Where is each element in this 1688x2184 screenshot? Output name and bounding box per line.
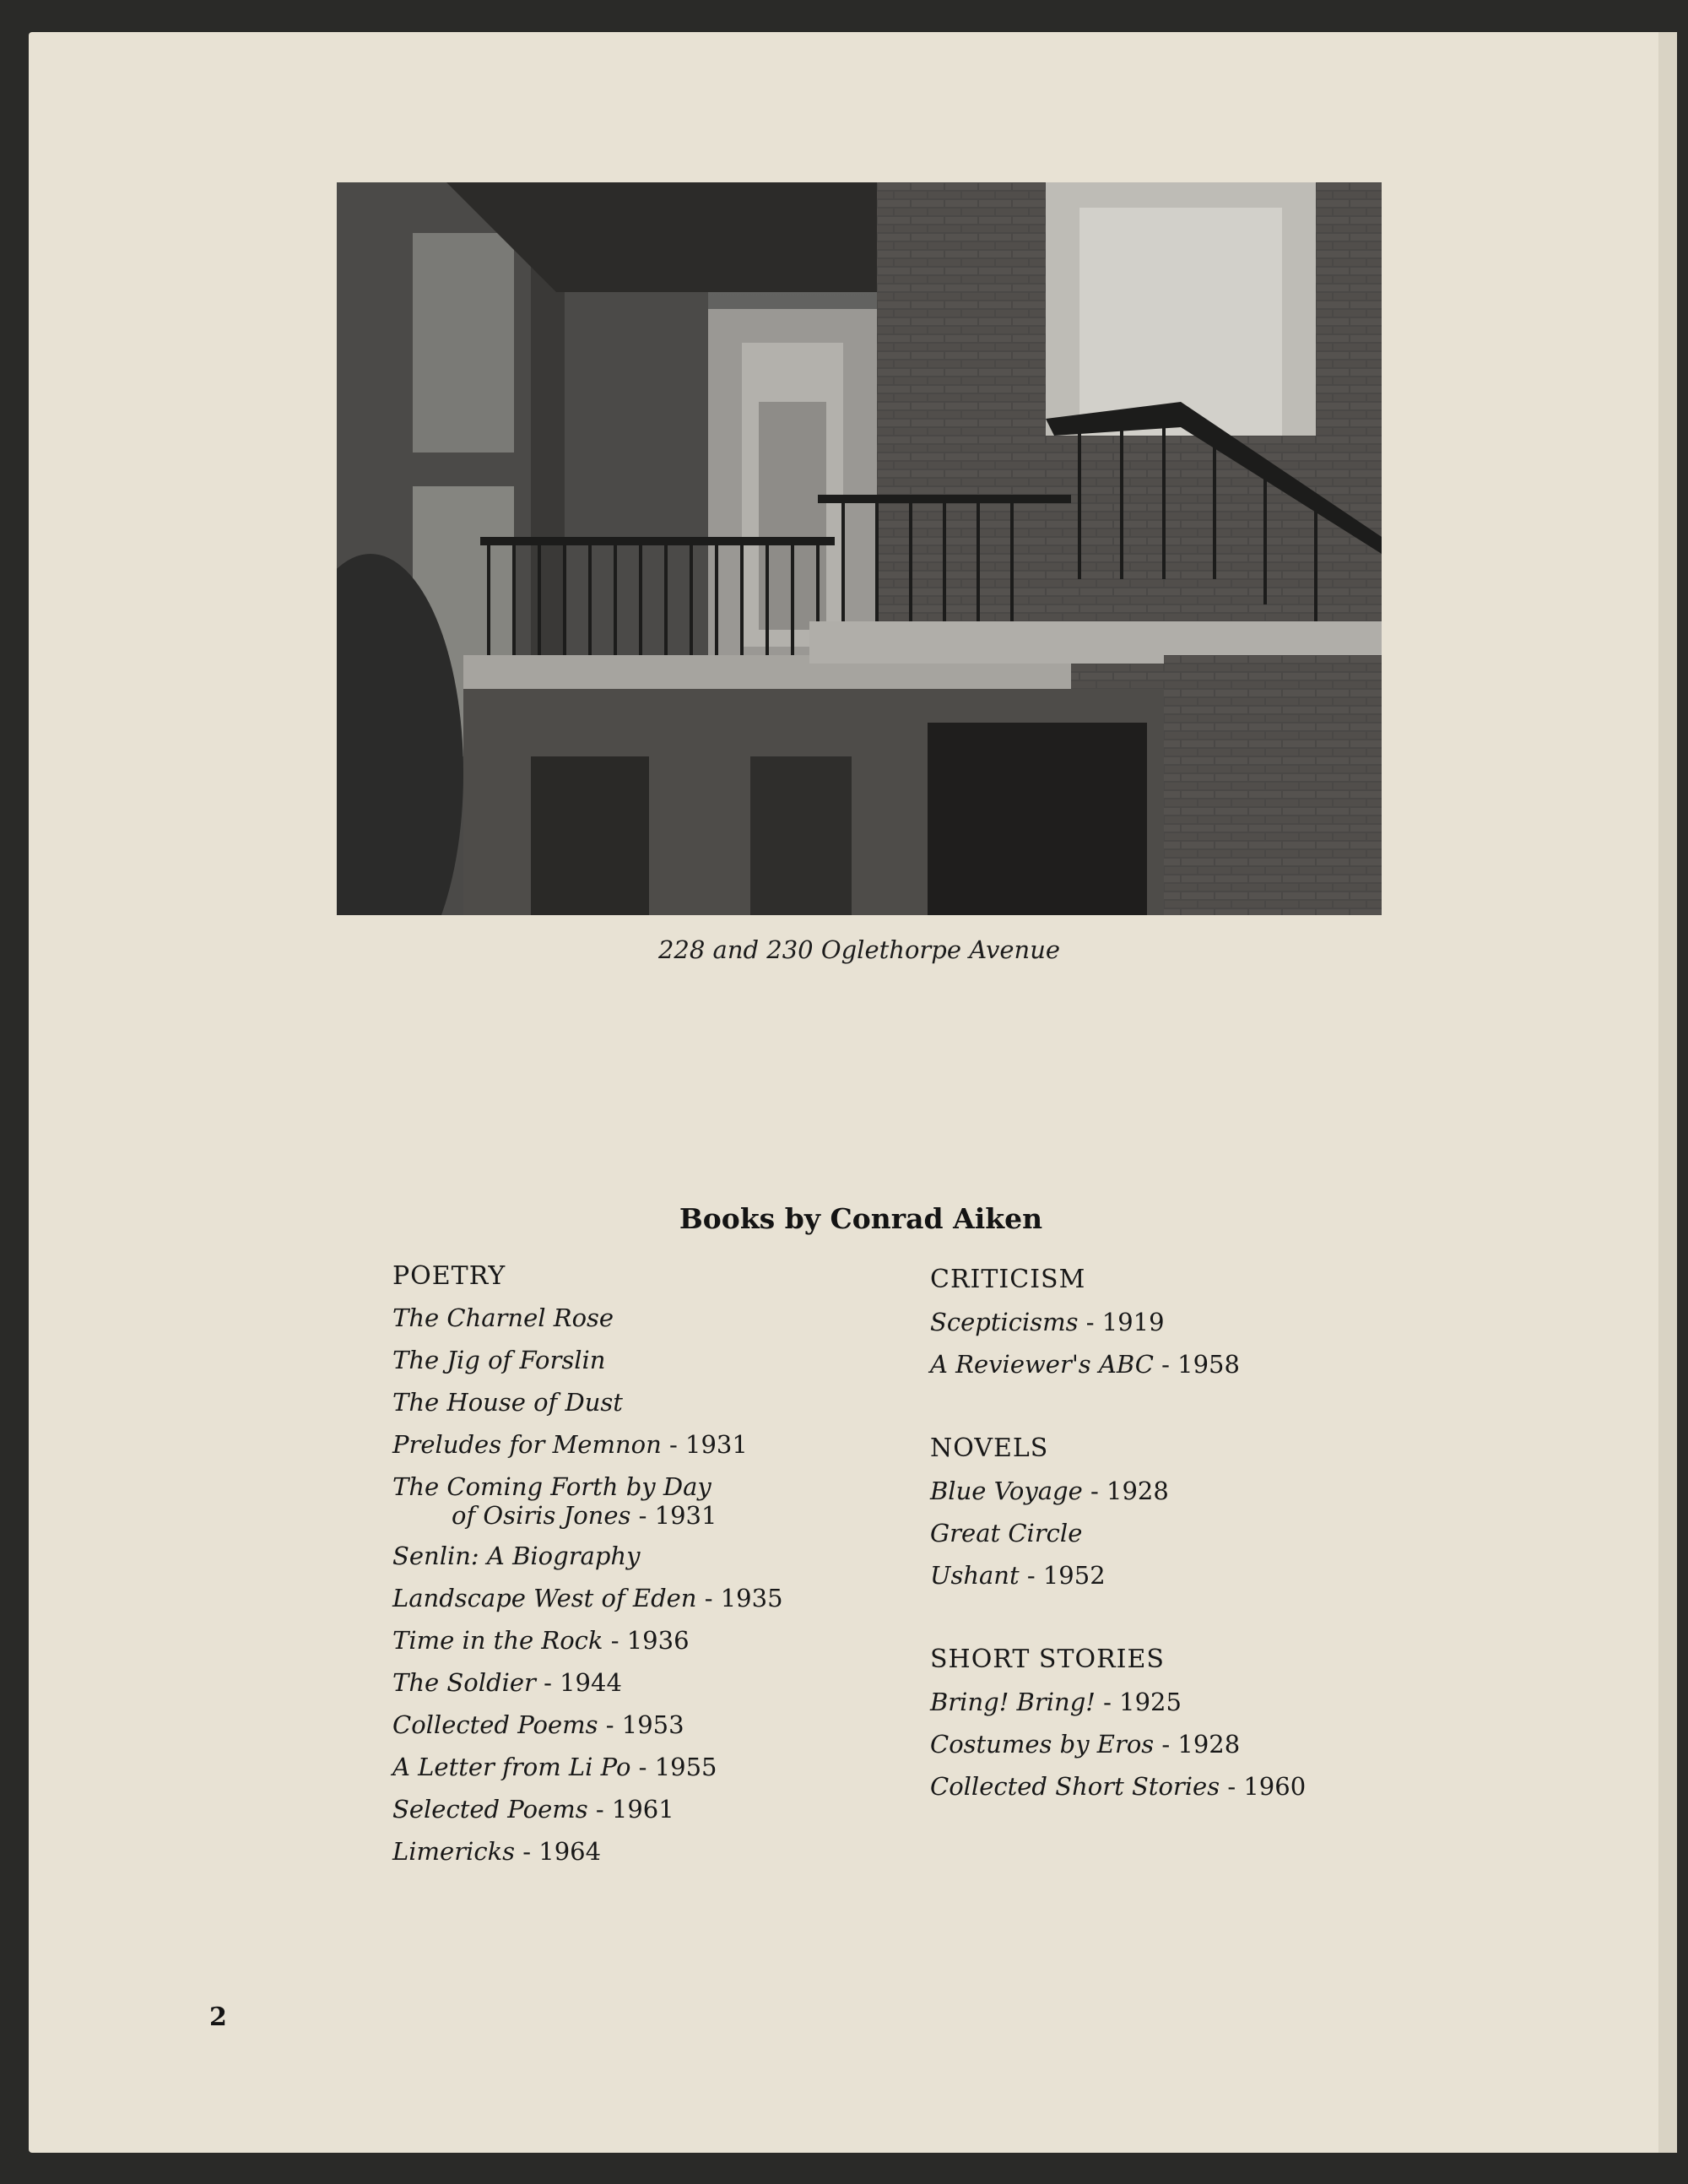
- book-title: Blue Voyage: [930, 1477, 1083, 1505]
- photo-caption: 228 and 230 Oglethorpe Avenue: [657, 935, 1061, 964]
- book-title: Selected Poems: [392, 1795, 588, 1824]
- book-title: A Letter from Li Po: [392, 1753, 631, 1781]
- short-stories-heading: SHORT STORIES: [930, 1645, 1165, 1674]
- page-number: 2: [209, 2002, 227, 2032]
- book-title: The Charnel Rose: [392, 1303, 614, 1332]
- book-title: Collected Poems: [392, 1710, 598, 1739]
- book-title: Limericks: [392, 1837, 516, 1866]
- house-photograph: [337, 182, 1382, 915]
- poetry-item: [392, 1584, 783, 1612]
- criticism-item: [930, 1350, 1240, 1379]
- book-title: Landscape West of Eden: [392, 1584, 697, 1612]
- criticism-item: [930, 1308, 1165, 1336]
- novels-item: [930, 1561, 1106, 1590]
- poetry-item: [392, 1542, 640, 1570]
- book-title: The Coming Forth by Day: [392, 1472, 711, 1501]
- book-date: - 1953: [598, 1710, 684, 1739]
- book-date: - 1936: [603, 1626, 690, 1655]
- book-date: - 1955: [630, 1753, 717, 1781]
- book-date: - 1931: [630, 1501, 717, 1530]
- book-date: - 1961: [587, 1795, 674, 1824]
- poetry-item: [392, 1668, 622, 1697]
- short-stories-item: [930, 1730, 1240, 1759]
- book-title: Great Circle: [930, 1519, 1083, 1547]
- poetry-item: [392, 1430, 748, 1459]
- book-title: Bring! Bring!: [930, 1688, 1096, 1716]
- poetry-item: [392, 1388, 623, 1417]
- novels-item: [930, 1477, 1169, 1505]
- book-date: - 1931: [661, 1430, 748, 1459]
- book-date: - 1928: [1154, 1730, 1241, 1759]
- poetry-item: [392, 1626, 690, 1655]
- criticism-heading: CRITICISM: [930, 1265, 1086, 1294]
- book-title-continued: of Osiris Jones: [452, 1501, 631, 1530]
- book-date: - 1958: [1153, 1350, 1240, 1379]
- poetry-item: [392, 1346, 605, 1374]
- book-date: - 1944: [535, 1668, 622, 1697]
- short-stories-item: [930, 1772, 1306, 1801]
- book-date: - 1928: [1082, 1477, 1169, 1505]
- book-title: Costumes by Eros: [930, 1730, 1155, 1759]
- poetry-item: [392, 1710, 684, 1739]
- novels-heading: NOVELS: [930, 1433, 1049, 1463]
- short-stories-item: [930, 1688, 1182, 1716]
- book-date: - 1925: [1095, 1688, 1182, 1716]
- book-date: - 1960: [1220, 1772, 1307, 1801]
- book-title: The Jig of Forslin: [392, 1346, 606, 1374]
- poetry-item: [392, 1753, 717, 1781]
- book-title: Preludes for Memnon: [392, 1430, 662, 1459]
- page-gutter: [1658, 32, 1677, 2153]
- poetry-item: [392, 1795, 674, 1824]
- book-date: - 1919: [1078, 1308, 1165, 1336]
- book-title: The House of Dust: [392, 1388, 623, 1417]
- poetry-heading: POETRY: [392, 1261, 506, 1291]
- book-title: Scepticisms: [930, 1308, 1079, 1336]
- book-title: Senlin: A Biography: [392, 1542, 641, 1570]
- book-title: Time in the Rock: [392, 1626, 603, 1655]
- book-date: - 1935: [696, 1584, 783, 1612]
- poetry-item: [392, 1837, 601, 1866]
- book-title: A Reviewer's ABC: [930, 1350, 1154, 1379]
- books-heading: Books by Conrad Aiken: [679, 1202, 1043, 1235]
- book-date: - 1952: [1019, 1561, 1106, 1590]
- book-title: Ushant: [930, 1561, 1020, 1590]
- book-title: The Soldier: [392, 1668, 536, 1697]
- poetry-item: [392, 1472, 717, 1530]
- novels-item: [930, 1519, 1082, 1547]
- poetry-item: [392, 1303, 614, 1332]
- book-date: - 1964: [515, 1837, 602, 1866]
- book-title: Collected Short Stories: [930, 1772, 1220, 1801]
